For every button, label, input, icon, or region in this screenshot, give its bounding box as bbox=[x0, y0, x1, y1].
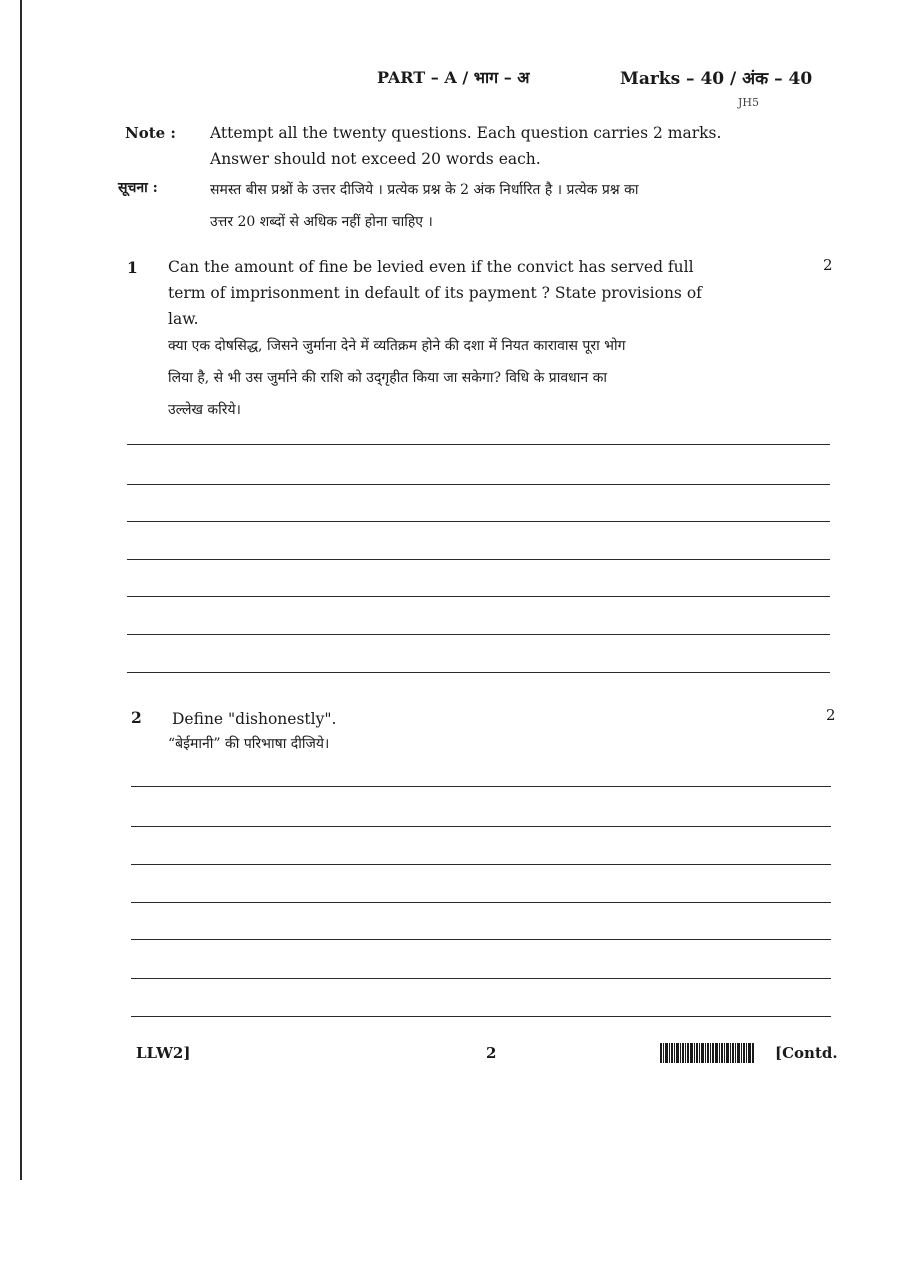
question-2-hindi bbox=[168, 728, 768, 760]
answer-line[interactable] bbox=[127, 559, 830, 560]
question-1-marks: 2 bbox=[823, 256, 833, 274]
note-label: Note : bbox=[125, 124, 176, 142]
continued-label: [Contd. bbox=[775, 1044, 838, 1062]
question-2-en-line-1: Define "dishonestly". bbox=[172, 710, 337, 728]
handwritten-scribble: JH5 bbox=[738, 96, 760, 109]
answer-line[interactable] bbox=[127, 596, 830, 597]
question-1-number: 1 bbox=[127, 258, 138, 277]
answer-line[interactable] bbox=[131, 826, 831, 827]
paper-code: LLW2] bbox=[136, 1044, 191, 1062]
answer-line[interactable] bbox=[131, 902, 831, 903]
question-2-number: 2 bbox=[131, 708, 142, 727]
hindi-note-text bbox=[210, 174, 835, 238]
hindi-note-line-1: समस्त बीस प्रश्नों के उत्तर दीजिये । प्रत्येक प्रश्न के 2 अंक निर्धारित है । प्रत्येक प्रश्न का bbox=[210, 182, 639, 198]
question-1-en-line-3: law. bbox=[168, 310, 199, 328]
part-heading: PART – A / भाग – अ bbox=[377, 68, 530, 87]
note-line-2: Answer should not exceed 20 words each. bbox=[210, 150, 541, 168]
left-margin-line bbox=[20, 0, 22, 1180]
question-1-hi-line-2: लिया है, से भी उस जुर्माने की राशि को उद्‌गृहीत किया जा सकेगा? विधि के प्रावधान का bbox=[168, 370, 607, 386]
answer-line[interactable] bbox=[127, 634, 830, 635]
marks-heading: Marks – 40 / अंक – 40 bbox=[620, 69, 813, 89]
answer-line[interactable] bbox=[131, 978, 831, 979]
barcode-icon bbox=[660, 1043, 754, 1063]
question-1-hindi bbox=[168, 330, 818, 426]
page-number: 2 bbox=[486, 1044, 497, 1062]
answer-line[interactable] bbox=[127, 672, 830, 673]
question-1-hi-line-1: क्या एक दोषसिद्ध, जिसने जुर्माना देने में व्यतिक्रम होने की दशा में नियत कारावास पूरा भोग bbox=[168, 338, 626, 354]
note-line-1: Attempt all the twenty questions. Each question carries 2 marks. bbox=[210, 124, 722, 142]
answer-line[interactable] bbox=[127, 444, 830, 445]
note-text bbox=[210, 120, 835, 172]
question-1-english bbox=[168, 254, 808, 332]
question-1-hi-line-3: उल्लेख करिये। bbox=[168, 402, 241, 418]
question-2-marks: 2 bbox=[826, 706, 836, 724]
answer-line[interactable] bbox=[131, 786, 831, 787]
answer-line[interactable] bbox=[127, 521, 830, 522]
answer-line[interactable] bbox=[131, 939, 831, 940]
question-1-en-line-1: Can the amount of fine be levied even if the convict has served full bbox=[168, 258, 694, 276]
question-2-hi-line-1: “बेईमानी” की परिभाषा दीजिये। bbox=[168, 736, 330, 752]
hindi-note-label: सूचना : bbox=[118, 180, 158, 196]
question-1-en-line-2: term of imprisonment in default of its payment ? State provisions of bbox=[168, 284, 702, 302]
answer-line[interactable] bbox=[127, 484, 830, 485]
answer-line[interactable] bbox=[131, 864, 831, 865]
answer-line[interactable] bbox=[131, 1016, 831, 1017]
hindi-note-line-2: उत्तर 20 शब्दों से अधिक नहीं होना चाहिए । bbox=[210, 214, 433, 230]
